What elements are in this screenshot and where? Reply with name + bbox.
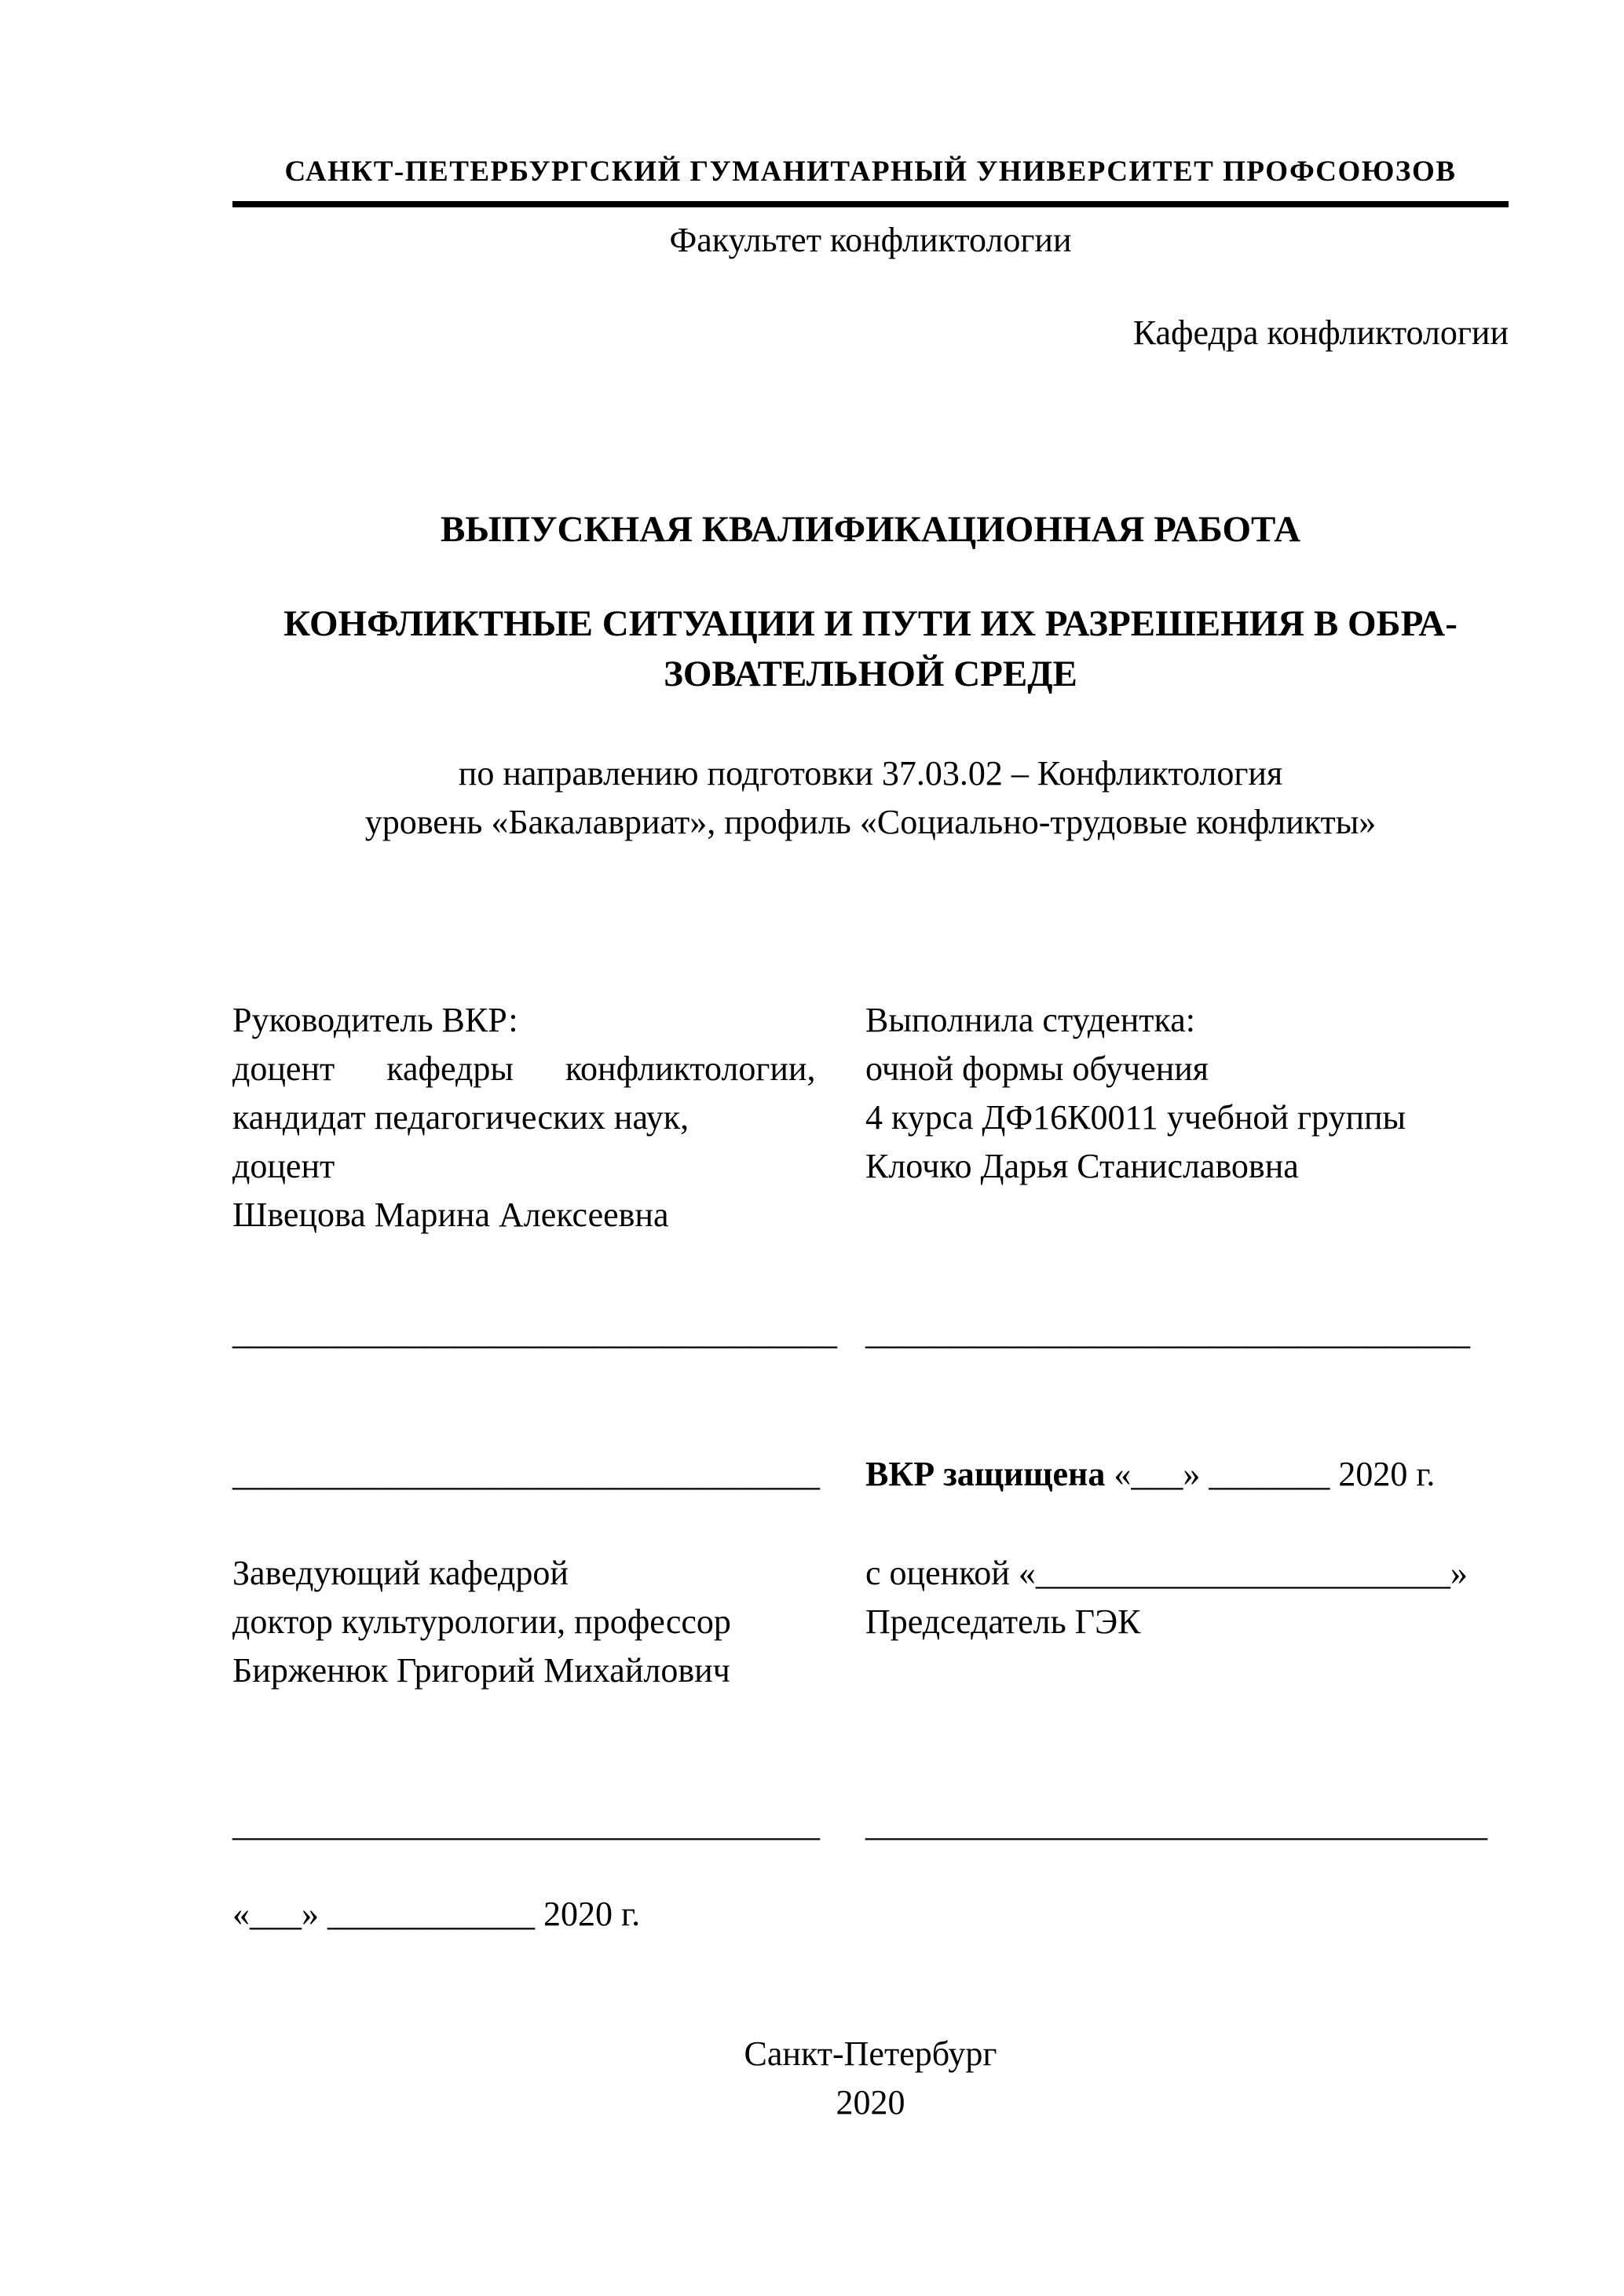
year: 2020 — [836, 2083, 905, 2122]
defense-date-row — [232, 1450, 1509, 1499]
supervisor-heading: Руководитель ВКР: — [232, 1001, 518, 1039]
student-group-line: 4 курса ДФ16К0011 учебной группы — [865, 1098, 1406, 1137]
work-type-heading: ВЫПУСКНАЯ КВАЛИФИКАЦИОННАЯ РАБОТА — [440, 509, 1301, 550]
grade-line: с оценкой «________________________» — [865, 1554, 1468, 1592]
supervisor-block — [232, 996, 837, 1240]
thesis-title — [232, 599, 1509, 699]
defense-date-line — [865, 1450, 1509, 1499]
signature-row-1 — [232, 1309, 1509, 1357]
degree-program-line: по направлению подготовки 37.03.02 – Конфликтология — [458, 754, 1283, 793]
student-signature-line: ___________________________________ — [865, 1313, 1470, 1352]
supervisor-name: Швецова Марина Алексеевна — [232, 1196, 669, 1234]
head-name: Бирженюк Григорий Михайлович — [232, 1651, 730, 1690]
people-info-block — [232, 996, 1509, 1240]
university-name: САНКТ-ПЕТЕРБУРГСКИЙ ГУМАНИТАРНЫЙ УНИВЕРСИТЕТ ПРОФСОЮЗОВ — [284, 156, 1457, 188]
degree-level-line: уровень «Бакалавриат», профиль «Социально-трудовые конфликты» — [364, 803, 1377, 841]
head-signature-line: __________________________________ — [232, 1455, 820, 1493]
head-position-line: доктор культурологии, профессор — [232, 1602, 731, 1641]
degree-program — [232, 749, 1509, 847]
student-name: Клочко Дарья Станиславовна — [865, 1147, 1299, 1185]
supervisor-signature-line: ___________________________________ — [232, 1313, 837, 1352]
supervisor-position-line-2: кандидат педагогических наук, — [232, 1098, 689, 1137]
department-name: Кафедра конфликтологии — [1132, 313, 1509, 352]
defense-defended-blanks: «___» _______ 2020 г. — [1114, 1455, 1436, 1493]
head-title-line: Заведующий кафедрой — [232, 1554, 569, 1592]
supervisor-position-line-1: доцент кафедры конфликтологии, — [232, 1049, 816, 1088]
head-date-line: «___» ____________ 2020 г. — [232, 1895, 641, 1933]
thesis-title-line-1: КОНФЛИКТНЫЕ СИТУАЦИИ И ПУТИ ИХ РАЗРЕШЕНИЯ В ОБРА- — [283, 603, 1458, 644]
student-heading: Выполнила студентка: — [865, 1001, 1195, 1039]
header-rule — [232, 201, 1509, 207]
student-study-form-line: очной формы обучения — [865, 1049, 1209, 1088]
head-date-row — [232, 1890, 1509, 1939]
city: Санкт-Петербург — [744, 2034, 997, 2073]
supervisor-position-line-3: доцент — [232, 1147, 335, 1185]
gek-chair-label: Председатель ГЭК — [865, 1602, 1141, 1641]
chair-signature-line: ____________________________________ — [865, 1805, 1487, 1844]
head-and-grade-block — [232, 1549, 1509, 1695]
head-of-department-block — [232, 1549, 837, 1695]
head-signature-line-2: __________________________________ — [232, 1805, 820, 1844]
grade-block — [865, 1549, 1509, 1695]
signature-row-2 — [232, 1800, 1509, 1849]
defense-defended-label: ВКР защищена — [865, 1455, 1106, 1493]
student-block — [865, 996, 1509, 1240]
thesis-title-line-2: ЗОВАТЕЛЬНОЙ СРЕДЕ — [664, 654, 1077, 694]
faculty-name: Факультет конфликтологии — [669, 221, 1072, 259]
footer-block — [232, 2030, 1509, 2127]
